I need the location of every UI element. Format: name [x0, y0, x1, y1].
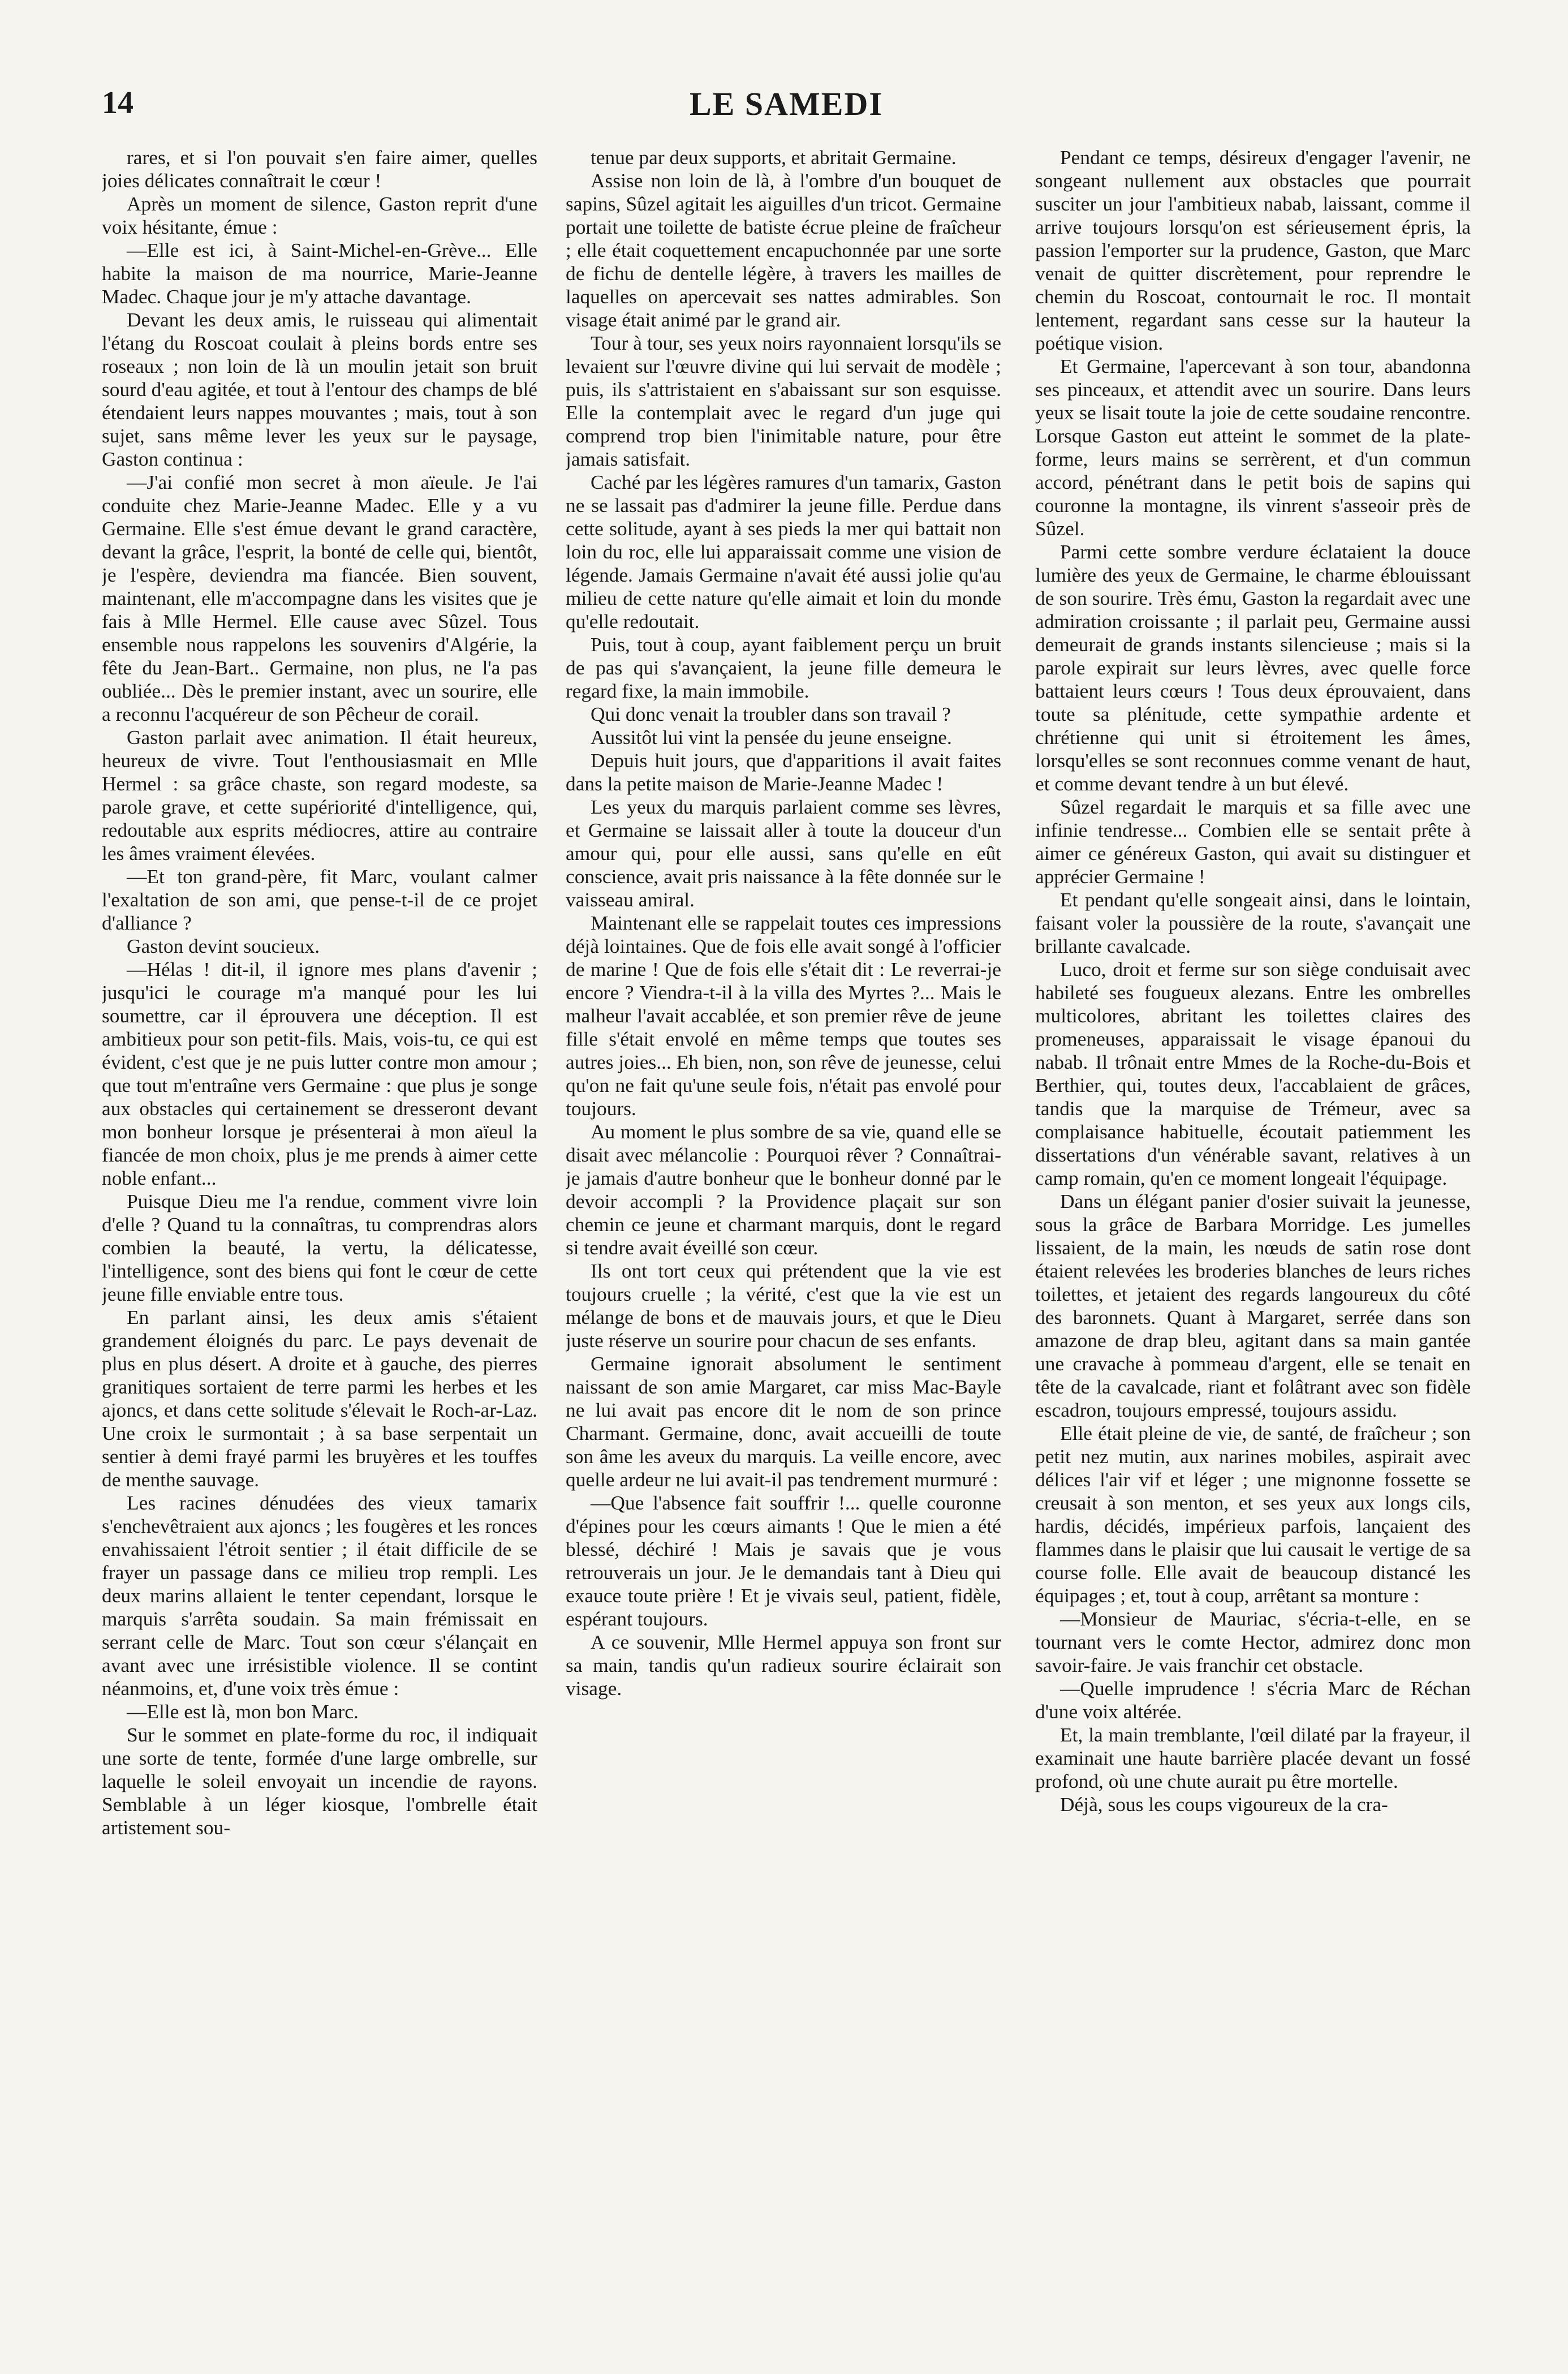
paragraph: Gaston parlait avec animation. Il était heureux, heureux de vivre. Tout l'enthousiasmait en Mlle Hermel : sa grâce chaste, son regard modeste, sa parole grave, et cette supériorité d'intelligence, qui, redoutable aux esprits médiocres, attire au contraire les âmes vraiment élevées.: [102, 726, 537, 865]
paragraph: Caché par les légères ramures d'un tamarix, Gaston ne se lassait pas d'admirer la jeune fille. Perdue dans cette solitude, ayant à ses pieds la mer qui battait non loin du roc, elle lui apparaissait comme une vision de légende. Jamais Germaine n'avait été aussi jolie qu'au milieu de cette nature qu'elle aimait et loin du monde qu'elle redoutait.: [566, 471, 1001, 633]
paragraph: Elle était pleine de vie, de santé, de fraîcheur ; son petit nez mutin, aux narines mobiles, aspirait avec délices l'air vif et léger ; une mignonne fossette se creusait à son menton, et ses yeux aux longs cils, hardis, décidés, impérieux parfois, lançaient des flammes dans le plaisir que lui causait le vertige de sa course folle. Elle avait de beaucoup distancé les équipages ; et, tout à coup, arrêtant sa monture :: [1035, 1422, 1471, 1607]
paragraph: —Monsieur de Mauriac, s'écria-t-elle, en se tournant vers le comte Hector, admirez donc mon savoir-faire. Je vais franchir cet obstacle.: [1035, 1607, 1471, 1676]
page-header: [102, 85, 1471, 130]
text-column-1: [102, 146, 537, 2341]
paragraph: —J'ai confié mon secret à mon aïeule. Je l'ai conduite chez Marie-Jeanne Madec. Elle y a vu Germaine. Elle s'est émue devant le grand caractère, devant la grâce, l'esprit, la bonté de celle qui, bientôt, je l'espère, deviendra ma fiancée. Bien souvent, maintenant, elle m'accompagne dans les visites que je fais à Mlle Hermel. Elle cause avec Sûzel. Tous ensemble nous rappelons les souvenirs d'Algérie, la fête du Jean-Bart.. Germaine, non plus, ne l'a pas oubliée... Dès le premier instant, avec un sourire, elle a reconnu l'acquéreur de son Pêcheur de corail.: [102, 471, 537, 725]
paragraph: —Quelle imprudence ! s'écria Marc de Réchan d'une voix altérée.: [1035, 1677, 1471, 1723]
journal-title: LE SAMEDI: [690, 85, 883, 122]
paragraph: Après un moment de silence, Gaston reprit d'une voix hésitante, émue :: [102, 192, 537, 238]
paragraph: Parmi cette sombre verdure éclataient la douce lumière des yeux de Germaine, le charme éblouissant de son sourire. Très ému, Gaston la regardait avec une admiration croissante ; il parlait peu, Germaine aussi demeurait de grands instants silencieuse ; mais si la parole expirait sur leurs lèvres, avec quelle force battaient leurs cœurs ! Tous deux éprouvaient, dans toute sa plénitude, cette sympathie ardente et chrétienne qui unit si étroitement les âmes, lorsqu'elles se sont reconnues comme venant de haut, et comme devant tendre à un but élevé.: [1035, 540, 1471, 795]
paragraph: Les racines dénudées des vieux tamarix s'enchevêtraient aux ajoncs ; les fougères et les ronces envahissaient l'étroit sentier ; il était difficile de se frayer un passage dans ce milieu trop rempli. Les deux marins allaient le tenter cependant, lorsque le marquis s'arrêta soudain. Sa main frémissait en serrant celle de Marc. Tout son cœur s'élançait en avant avec une irrésistible violence. Il se contint néanmoins, et, d'une voix très émue :: [102, 1491, 537, 1700]
paragraph: Sur le sommet en plate-forme du roc, il indiquait une sorte de tente, formée d'une large ombrelle, sur laquelle le soleil envoyait un incendie de rayons. Semblable à un léger kiosque, l'ombrelle était artistement sou-: [102, 1723, 537, 1839]
paragraph: Depuis huit jours, que d'apparitions il avait faites dans la petite maison de Marie-Jeanne Madec !: [566, 749, 1001, 795]
paragraph: Sûzel regardait le marquis et sa fille avec une infinie tendresse... Combien elle se sentait prête à aimer ce généreux Gaston, qui avait su distinguer et apprécier Germaine !: [1035, 795, 1471, 888]
paragraph: —Elle est ici, à Saint-Michel-en-Grève... Elle habite la maison de ma nourrice, Marie-Jeanne Madec. Chaque jour je m'y attache davantage.: [102, 239, 537, 308]
paragraph: —Et ton grand-père, fit Marc, voulant calmer l'exaltation de son ami, que pense-t-il de ce projet d'alliance ?: [102, 865, 537, 934]
paragraph: Germaine ignorait absolument le sentiment naissant de son amie Margaret, car miss Mac-Bayle ne lui avait pas encore dit le nom de son prince Charmant. Germaine, donc, avait accueilli de toute son âme les aveux du marquis. La veille encore, avec quelle ardeur ne lui avait-il pas tendrement murmuré :: [566, 1352, 1001, 1491]
paragraph: —Que l'absence fait souffrir !... quelle couronne d'épines pour les cœurs aimants ! Que le mien a été blessé, déchiré ! Mais je savais que je vous retrouverais un jour. Je le demandais tant à Dieu qui exauce toute prière ! Et je vivais seul, patient, fidèle, espérant toujours.: [566, 1491, 1001, 1630]
paragraph: Luco, droit et ferme sur son siège conduisait avec habileté ses fougueux alezans. Entre les ombrelles multicolores, abritant les toilettes claires des promeneuses, apparaissait le visage épanoui du nabab. Il trônait entre Mmes de la Roche-du-Bois et Berthier, qui, toutes deux, l'accablaient de grâces, tandis que la marquise de Trémeur, avec sa complaisance habituelle, écoutait patiemment les dissertations d'un vénérable savant, relatives à un camp romain, qu'en ce moment longeait l'équipage.: [1035, 958, 1471, 1189]
paragraph: Et, la main tremblante, l'œil dilaté par la frayeur, il examinait une haute barrière placée devant un fossé profond, où une chute aurait pu être mortelle.: [1035, 1723, 1471, 1792]
paragraph: Pendant ce temps, désireux d'engager l'avenir, ne songeant nullement aux obstacles que pourrait susciter un jour l'ambitieux nabab, laissant, comme il arrive toujours lorsqu'on est sérieusement épris, la passion l'emporter sur la prudence, Gaston, que Marc venait de quitter discrètement, pour reprendre le chemin du Roscoat, contournait le roc. Il montait lentement, regardant sans cesse sur la hauteur la poétique vision.: [1035, 146, 1471, 354]
paragraph: Puis, tout à coup, ayant faiblement perçu un bruit de pas qui s'avançaient, la jeune fille demeura le regard fixe, la main immobile.: [566, 633, 1001, 702]
paragraph: Et pendant qu'elle songeait ainsi, dans le lointain, faisant voler la poussière de la route, s'avançait une brillante cavalcade.: [1035, 888, 1471, 957]
paragraph: Les yeux du marquis parlaient comme ses lèvres, et Germaine se laissait aller à toute la douceur d'un amour qui, pour elle aussi, sans qu'elle en eût conscience, avait pris naissance à la fête donnée sur le vaisseau amiral.: [566, 795, 1001, 911]
paragraph: rares, et si l'on pouvait s'en faire aimer, quelles joies délicates connaîtrait le cœur !: [102, 146, 537, 192]
paragraph: Qui donc venait la troubler dans son travail ?: [591, 703, 951, 725]
paragraph: Déjà, sous les coups vigoureux de la cra-: [1060, 1793, 1388, 1816]
paragraph: En parlant ainsi, les deux amis s'étaient grandement éloignés du parc. Le pays devenait de plus en plus désert. A droite et à gauche, des pierres granitiques sortaient de terre parmi les herbes et les ajoncs, et dans cette solitude s'élevait le Roch-ar-Laz. Une croix le surmontait ; à sa base serpentait un sentier à demi frayé parmi les bruyères et les touffes de menthe sauvage.: [102, 1306, 537, 1491]
paragraph: tenue par deux supports, et abritait Germaine.: [591, 146, 957, 169]
paragraph: Et Germaine, l'apercevant à son tour, abandonna ses pinceaux, et attendit avec un sourire. Dans leurs yeux se lisait toute la joie de cette soudaine rencontre. Lorsque Gaston eut atteint le sommet de la plate-forme, leurs mains se serrèrent, et d'un commun accord, pénétrant dans le petit bois de sapins qui couronne la montagne, ils vinrent s'asseoir près de Sûzel.: [1035, 355, 1471, 540]
paragraph: A ce souvenir, Mlle Hermel appuya son front sur sa main, tandis qu'un radieux sourire éclairait son visage.: [566, 1631, 1001, 1700]
paragraph: Dans un élégant panier d'osier suivait la jeunesse, sous la grâce de Barbara Morridge. Les jumelles lissaient, de la main, les nœuds de satin rose dont étaient relevées les broderies blanches de leurs riches toilettes, et jetaient des regards langoureux du côté des baronnets. Quant à Margaret, serrée dans son amazone de drap bleu, agitant dans sa main gantée une cravache à pommeau d'argent, elle se tenait en tête de la cavalcade, riant et folâtrant avec son fidèle escadron, toujours empressé, toujours assidu.: [1035, 1190, 1471, 1421]
paragraph: —Hélas ! dit-il, il ignore mes plans d'avenir ; jusqu'ici le courage m'a manqué pour les lui soumettre, car il éprouvera une déception. Il est ambitieux pour son petit-fils. Mais, vois-tu, ce qui est évident, c'est que je ne puis lutter contre mon amour ; que tout m'entraîne vers Germaine : que plus je songe aux obstacles qui certainement se dresseront devant mon bonheur lorsque je présenterai à mon aïeul la fiancée de mon choix, plus je me prends à aimer cette noble enfant...: [102, 958, 537, 1189]
page-number: 14: [102, 85, 133, 121]
text-column-2: [566, 146, 1001, 2341]
paragraph: Puisque Dieu me l'a rendue, comment vivre loin d'elle ? Quand tu la connaîtras, tu comprendras alors combien la beauté, la vertu, la délicatesse, l'intelligence, sont des biens qui font le cœur de cette jeune fille enviable entre tous.: [102, 1190, 537, 1305]
text-column-3: [1035, 146, 1471, 2341]
paragraph: Assise non loin de là, à l'ombre d'un bouquet de sapins, Sûzel agitait les aiguilles d'un tricot. Germaine portait une toilette de batiste écrue pleine de fraîcheur ; elle était coquettement encapuchonnée par une sorte de fichu de dentelle légère, à travers les mailles de laquelles on apercevait ses nattes admirables. Son visage était animé par le grand air.: [566, 169, 1001, 331]
paragraph: Tour à tour, ses yeux noirs rayonnaient lorsqu'ils se levaient sur l'œuvre divine qui lui servait de modèle ; puis, ils s'attristaient en s'abaissant sur son esquisse. Elle la contemplait avec le regard d'un juge qui comprend trop bien l'inimitable nature, pour être jamais satisfait.: [566, 332, 1001, 470]
paragraph: Au moment le plus sombre de sa vie, quand elle se disait avec mélancolie : Pourquoi rêver ? Connaîtrai-je jamais d'autre bonheur que le bonheur donné par le devoir accompli ? la Providence plaçait sur son chemin ce jeune et charmant marquis, dont le regard si tendre avait éveillé son cœur.: [566, 1120, 1001, 1259]
paragraph: Gaston devint soucieux.: [127, 935, 320, 957]
paragraph: Ils ont tort ceux qui prétendent que la vie est toujours cruelle ; la vérité, c'est que la vie est un mélange de bons et de mauvais jours, et que le Dieu juste réserve un sourire pour chacun de ses enfants.: [566, 1259, 1001, 1352]
paragraph: Devant les deux amis, le ruisseau qui alimentait l'étang du Roscoat coulait à pleins bords entre ses roseaux ; non loin de là un moulin jetait son bruit sourd d'eau agitée, et tout à l'entour des champs de blé étendaient leurs nappes mouvantes ; mais, tout à son sujet, sans même lever les yeux sur le paysage, Gaston continua :: [102, 308, 537, 470]
paragraph: Aussitôt lui vint la pensée du jeune enseigne.: [591, 726, 952, 749]
paragraph: —Elle est là, mon bon Marc.: [127, 1700, 359, 1723]
paragraph: Maintenant elle se rappelait toutes ces impressions déjà lointaines. Que de fois elle avait songé à l'officier de marine ! Que de fois elle s'était dit : Le reverrai-je encore ? Viendra-t-il à la villa des Myrtes ?... Mais le malheur l'avait accablée, et son premier rêve de jeune fille s'était envolé en même temps que toutes ses autres joies... Eh bien, non, son rêve de jeunesse, celui qu'on ne fait qu'une seule fois, n'était pas envolé pour toujours.: [566, 911, 1001, 1120]
